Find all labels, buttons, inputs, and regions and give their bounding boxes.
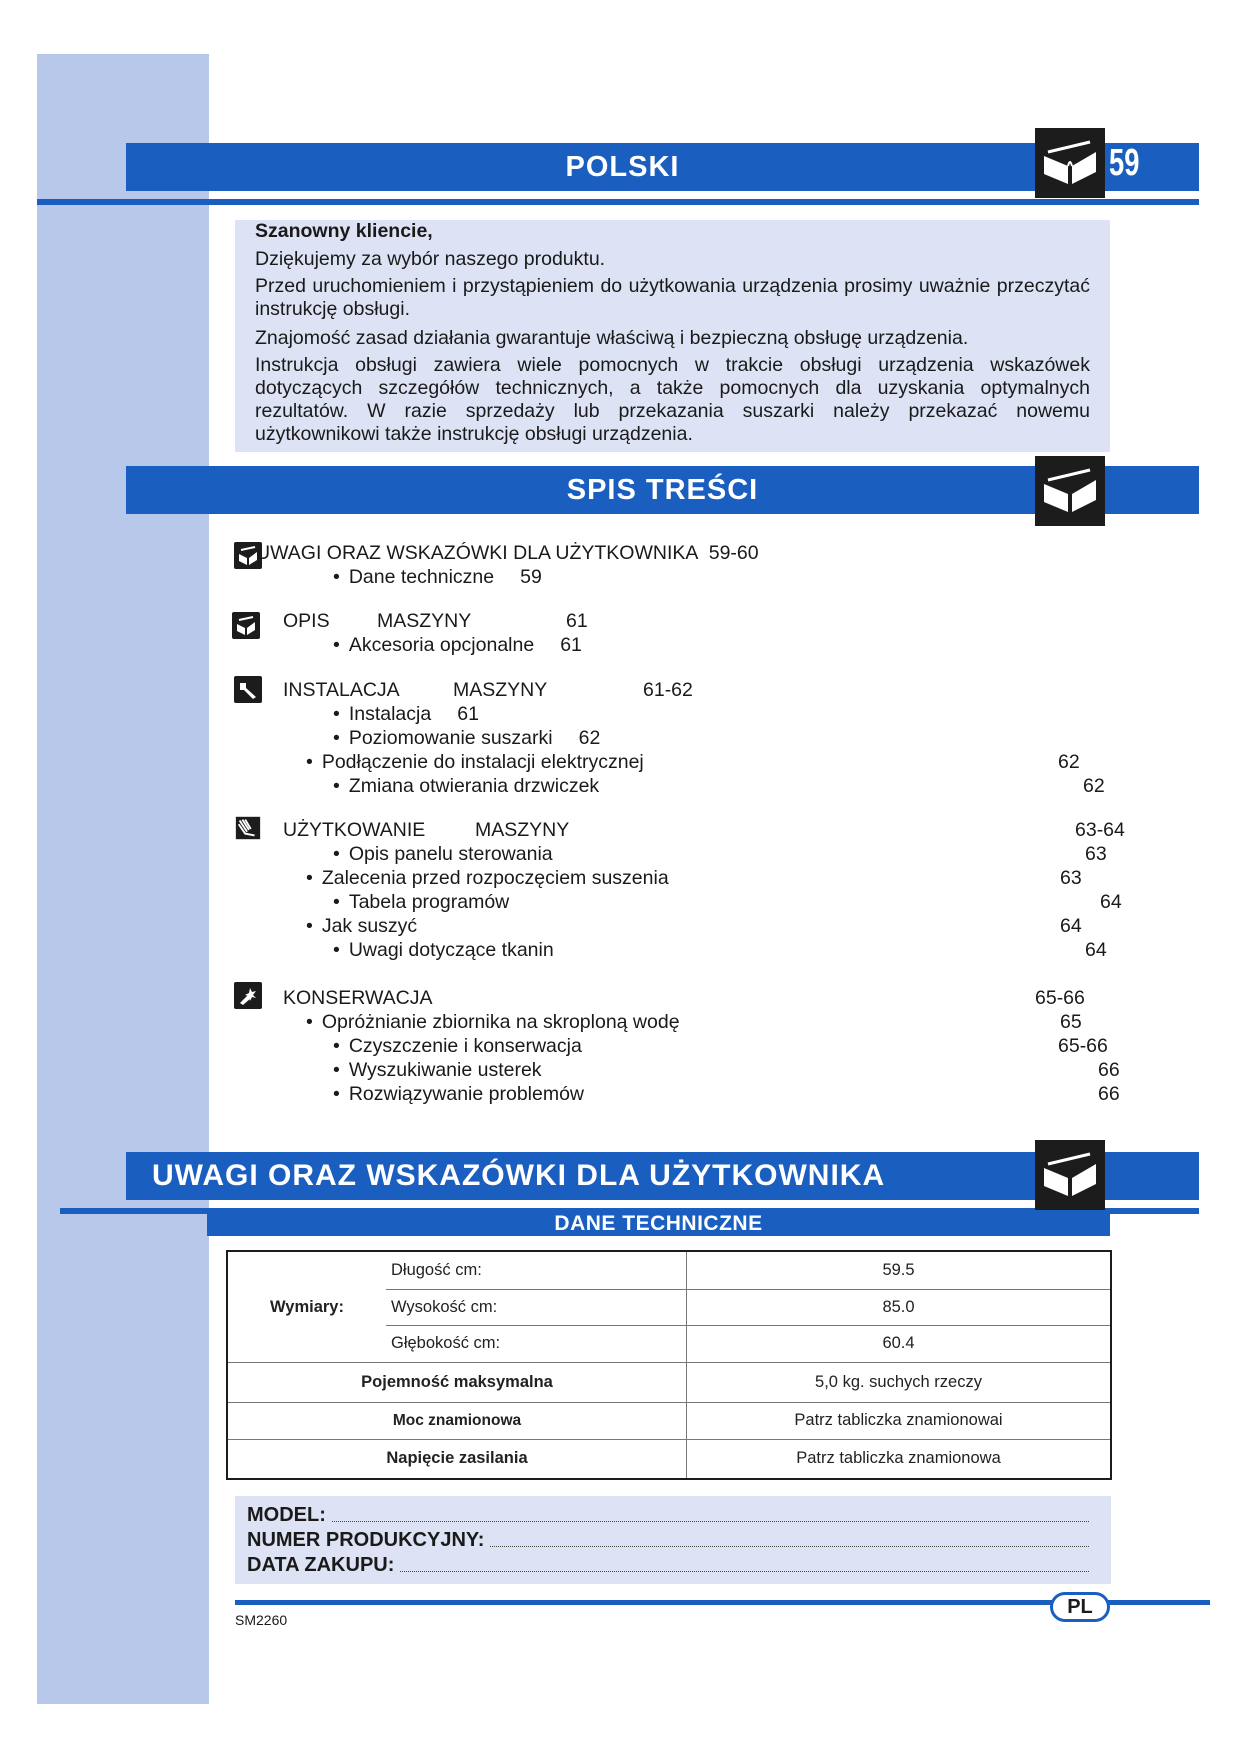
serial-field[interactable] <box>247 1529 1089 1552</box>
toc-item[interactable]: • Rozwiązywanie problemów <box>333 1082 584 1106</box>
toc-item[interactable]: • Jak suszyć <box>306 914 417 938</box>
length-label: Długość cm: <box>391 1261 482 1279</box>
depth-value: 60.4 <box>882 1334 915 1352</box>
greeting: Szanowny kliencie, <box>255 220 433 242</box>
toc-item-page: 65-66 <box>1058 1035 1108 1057</box>
model-label: MODEL: <box>247 1504 326 1526</box>
intro-paragraph-1: Dziękujemy za wybór naszego produktu. <box>255 248 606 270</box>
toc-item-page: 64 <box>1085 939 1107 961</box>
model-box <box>235 1496 1111 1584</box>
subsection-title: DANE TECHNICZNE <box>554 1212 763 1235</box>
toc-item-page: 64 <box>1100 891 1122 913</box>
hand-book-icon <box>232 612 260 639</box>
section-book-icon <box>1035 1140 1105 1210</box>
voltage-label: Napięcie zasilania <box>386 1449 528 1467</box>
toc-item-page: 66 <box>1098 1083 1120 1105</box>
toc-item[interactable]: • Podłączenie do instalacji elektrycznej <box>306 750 644 774</box>
toc-item[interactable]: • Zalecenia przed rozpoczęciem suszenia <box>306 866 669 890</box>
toc-section-pages: 59-60 <box>708 542 759 564</box>
toc-section-description[interactable]: OPIS <box>283 610 330 632</box>
height-value: 85.0 <box>882 1297 915 1316</box>
toc-section-title-b: MASZYNY <box>377 610 472 632</box>
hand-touch-icon <box>234 814 262 841</box>
intro-paragraph-3: Znajomość zasad działania gwarantuje właściwą i bezpieczną obsługę urządzenia. <box>255 327 969 349</box>
toc-section-maintenance[interactable]: KONSERWACJA <box>283 987 433 1009</box>
cleaning-icon <box>234 982 262 1009</box>
depth-label: Głębokość cm: <box>391 1334 501 1352</box>
toc-item-page: 62 <box>1058 751 1080 773</box>
language-title: POLSKI <box>565 150 680 183</box>
date-label: DATA ZAKUPU: <box>247 1554 395 1576</box>
toc-section-pages: 65-66 <box>1035 987 1085 1009</box>
capacity-value: 5,0 kg. suchych rzeczy <box>815 1372 982 1391</box>
intro-paragraph-2: Przed uruchomieniem i przystąpieniem do użytkowania urządzenia prosimy uważnie przeczytać instrukcję obsługi. <box>255 275 1090 320</box>
toc-item-page: 64 <box>1060 915 1082 937</box>
header-rule <box>37 199 1199 205</box>
length-value: 59.5 <box>882 1261 915 1279</box>
toc-item[interactable]: • Wyszukiwanie usterek <box>333 1058 542 1082</box>
toc-section-title-b: MASZYNY <box>453 679 548 701</box>
toc-item-page: 66 <box>1098 1059 1120 1081</box>
left-sidebar <box>37 54 209 1704</box>
toc-item-page: 62 <box>1083 775 1105 797</box>
toc-section-pages: 61 <box>566 610 588 632</box>
toc-item[interactable]: • Zmiana otwierania drzwiczek <box>333 774 599 798</box>
model-field[interactable] <box>247 1504 1089 1527</box>
toc-section-usage[interactable]: UŻYTKOWANIE <box>283 819 426 841</box>
toc-item[interactable]: • Dane techniczne 59 <box>333 565 542 589</box>
power-label: Moc znamionowa <box>392 1411 522 1429</box>
toc-item[interactable]: • Instalacja 61 <box>333 702 479 726</box>
toc-item-page: 63 <box>1060 867 1082 889</box>
height-label: Wysokość cm: <box>391 1297 498 1316</box>
document-code: SM2260 <box>235 1612 288 1628</box>
language-badge: PL <box>1050 1592 1110 1622</box>
spec-table <box>226 1250 1112 1480</box>
toc-section-title: UWAGI ORAZ WSKAZÓWKI DLA UŻYTKOWNIKA <box>256 542 698 564</box>
toc-item-page: 65 <box>1060 1011 1082 1033</box>
toc-item[interactable]: • Tabela programów <box>333 890 509 914</box>
subsection-header <box>207 1212 1110 1236</box>
voltage-value: Patrz tabliczka znamionowa <box>796 1449 1001 1467</box>
toc-section-pages: 63-64 <box>1075 819 1125 841</box>
toc-item[interactable]: • Akcesoria opcjonalne 61 <box>333 633 582 657</box>
intro-paragraph-4: Instrukcja obsługi zawiera wiele pomocnych w trakcie obsługi urządzenia wskazówek dotyczących szczegółów technicznych, a także pomocnych dla uzyskania optymalnych rezultatów. W razie sprzedaży lub przekazania suszarki należy przekazać nowemu użytkownikowi także instrukcję obsługi urządzenia. <box>255 354 1090 445</box>
capacity-label: Pojemność maksymalna <box>361 1372 553 1391</box>
toc-item[interactable]: • Uwagi dotyczące tkanin <box>333 938 554 962</box>
toc-item[interactable]: • Opróżnianie zbiornika na skroploną wodę <box>306 1010 680 1034</box>
toc-title: SPIS TREŚCI <box>566 473 759 506</box>
page-number: 59 <box>1109 142 1140 184</box>
serial-label: NUMER PRODUKCYJNY: <box>247 1529 485 1551</box>
section-title: UWAGI ORAZ WSKAZÓWKI DLA UŻYTKOWNIKA <box>152 1159 886 1192</box>
toc-item[interactable]: • Opis panelu sterowania <box>333 842 553 866</box>
section-book-icon <box>1035 456 1105 526</box>
power-value: Patrz tabliczka znamionowai <box>794 1411 1003 1429</box>
toc-item[interactable]: • Poziomowanie suszarki 62 <box>333 726 600 750</box>
intro-box <box>235 220 1110 452</box>
wrench-icon <box>234 676 262 703</box>
date-field[interactable] <box>247 1554 1089 1577</box>
toc-section-installation[interactable]: INSTALACJA <box>283 679 400 701</box>
toc-item[interactable]: • Czyszczenie i konserwacja <box>333 1034 582 1058</box>
toc-section-pages: 61-62 <box>643 679 693 701</box>
book-icon <box>1035 128 1105 198</box>
toc-item-page: 63 <box>1085 843 1107 865</box>
toc-section-title-b: MASZYNY <box>475 819 570 841</box>
toc-section-user-notes[interactable] <box>256 541 759 565</box>
dimensions-label: Wymiary: <box>270 1297 344 1316</box>
